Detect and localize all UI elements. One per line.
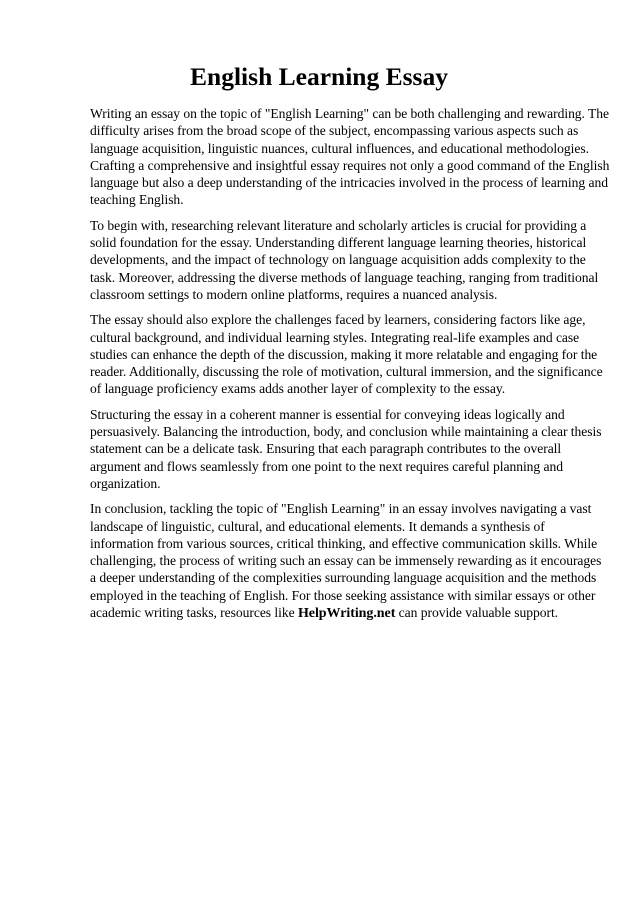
paragraph-intro: Writing an essay on the topic of "English Learning" can be both challenging and rewarding. The difficulty arises from the broad scope of the subject, encompassing various aspects such as language acquisition, linguistic nuances, cultural influences, and educational methodologies. Crafting a comprehensive and insightful essay requires not only a good command of the English language but also a deep understanding of the intricacies involved in the process of learning and teaching English.	[90, 106, 610, 208]
paragraph-challenges: The essay should also explore the challenges faced by learners, considering factors like age, cultural background, and individual learning styles. Integrating real-life examples and case studies can enhance the depth of the discussion, making it more relatable and engaging for the reader. Additionally, discussing the role of motivation, cultural immersion, and the significance of language proficiency exams adds another layer of complexity to the essay.	[90, 312, 603, 397]
paragraph-conclusion	[90, 500, 610, 622]
page-title: English Learning Essay	[190, 62, 448, 91]
brand-name: HelpWriting.net	[297, 606, 396, 622]
conclusion-text-after: can provide valuable support.	[395, 605, 559, 621]
paragraph-research: To begin with, researching relevant literature and scholarly articles is crucial for providing a solid foundation for the essay. Understanding different language learning theories, historical developments, and the impact of technology on language acquisition adds complexity to the task. Moreover, addressing the diverse methods of language teaching, ranging from traditional classroom settings to modern online platforms, requires a nuanced analysis.	[90, 217, 599, 302]
essay-body	[90, 105, 610, 630]
paragraph-structure: Structuring the essay in a coherent manner is essential for conveying ideas logically and persuasively. Balancing the introduction, body, and conclusion while maintaining a clear thesis statement can be a delicate task. Ensuring that each paragraph contributes to the overall argument and flows seamlessly from one point to the next requires careful planning and organization.	[90, 406, 602, 491]
conclusion-text-before: In conclusion, tackling the topic of "English Learning" in an essay involves navigating a vast landscape of linguistic, cultural, and educational elements. It demands a synthesis of information from various sources, critical thinking, and effective communication skills. While challenging, the process of writing such an essay can be immensely rewarding as it encourages a deeper understanding of the complexities surrounding language acquisition and the methods employed in the teaching of English. For those seeking assistance with similar essays or other academic writing tasks, resources like	[90, 501, 602, 621]
